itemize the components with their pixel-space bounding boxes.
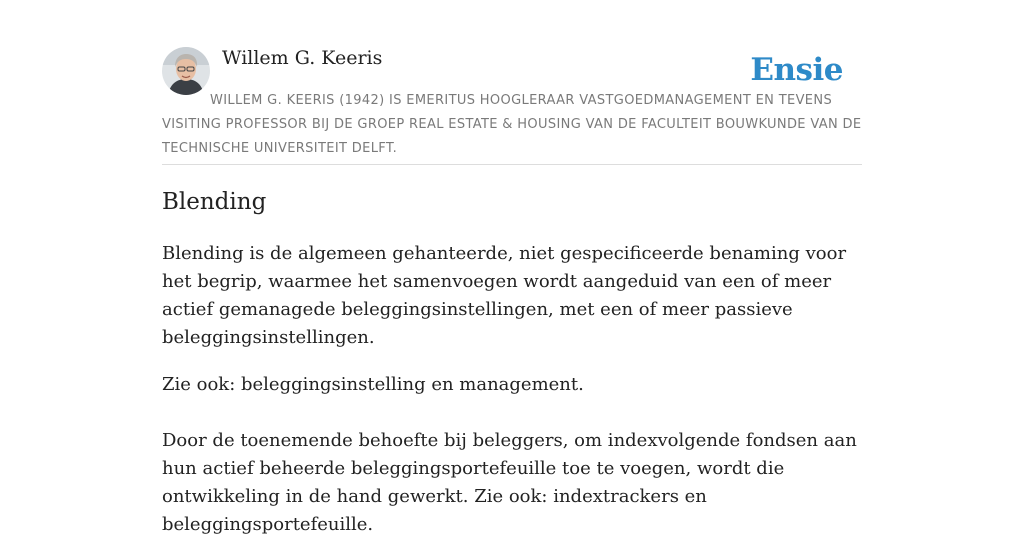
ensie-logo[interactable]: Ensie [750,52,843,88]
author-header [162,0,862,165]
author-name[interactable]: Willem G. Keeris [222,47,383,69]
author-avatar[interactable] [162,47,210,95]
author-bio: WILLEM G. KEERIS (1942) IS EMERITUS HOOGLERAAR VASTGOEDMANAGEMENT EN TEVENS VISITING PROFESSOR BIJ DE GROEP REAL ESTATE & HOUSING VAN DE FACULTEIT BOUWKUNDE VAN DE TECHNISCHE UNIVERSITEIT DELFT. [162,93,862,156]
article-title: Blending [162,189,267,215]
article-paragraph-2: Zie ook: beleggingsinstelling en management. [162,374,584,395]
article-paragraph-3: Door de toenemende behoefte bij beleggers, om indexvolgende fondsen aan hun actief beheerde beleggingsportefeuille toe te voegen, wordt die ontwikkeling in de hand gewerkt. Zie ook: indextrackers en beleggingsportefeuille. [162,430,857,535]
article-page [162,0,862,535]
article-paragraph-1: Blending is de algemeen gehanteerde, niet gespecificeerde benaming voor het begrip, waarmee het samenvoegen wordt aangeduid van een of meer actief gemanagede beleggingsinstellingen, met een of meer passieve beleggingsinstellingen. [162,243,847,348]
portrait-photo-icon [162,47,210,95]
